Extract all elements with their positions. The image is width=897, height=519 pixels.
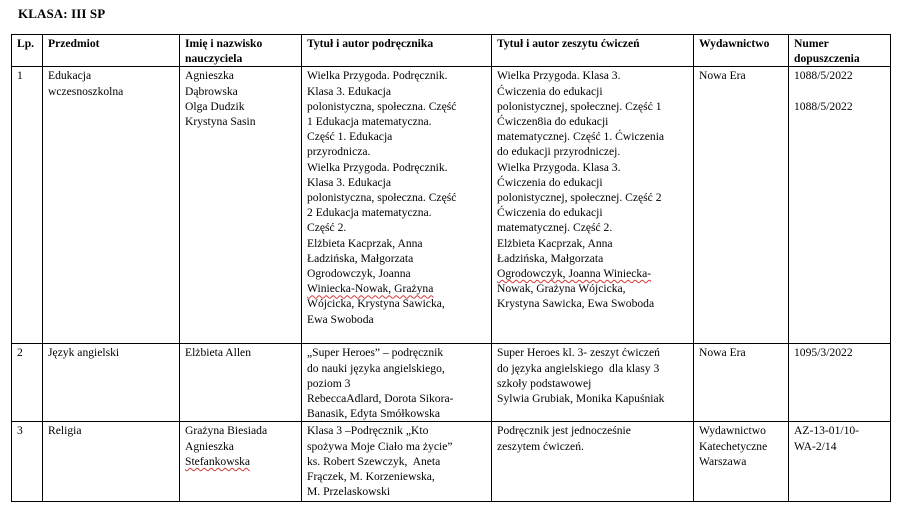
text-line: do edukacji przyrodniczej. xyxy=(497,145,621,159)
text-line: Ćwiczenia do edukacji xyxy=(497,206,603,220)
text-line: 1088/5/2022 xyxy=(794,99,853,113)
text-line: Część 2. xyxy=(307,221,347,235)
cell-approval xyxy=(789,67,891,344)
text-line: szkoły podstawowej xyxy=(497,376,592,390)
text-line: Klasa 3 –Podręcznik „Kto xyxy=(307,424,429,438)
cell-workbook xyxy=(492,67,694,344)
text-line: przyrodnicza. xyxy=(307,145,371,159)
text-line: Elżbieta Allen xyxy=(185,346,251,360)
text-line: polonistycznej, społecznej. Część 2 xyxy=(497,191,662,205)
text-line: Frączek, M. Korzeniewska, xyxy=(307,470,435,484)
table-row xyxy=(12,344,891,422)
header-row xyxy=(12,35,891,67)
text-line: do języka angielskiego dla klasy 3 xyxy=(497,361,660,375)
text-line: Wielka Przygoda. Podręcznik. xyxy=(307,160,448,174)
header-publisher: Wydawnictwo xyxy=(694,35,789,67)
text-line: Wielka Przygoda. Klasa 3. xyxy=(497,160,621,174)
text-line: AZ-13-01/10- xyxy=(794,424,860,438)
text-line: Sylwia Grubiak, Monika Kapuśniak xyxy=(497,392,665,406)
text-line: Ogrodowczyk, Joanna Winiecka- xyxy=(497,267,652,281)
cell-subject xyxy=(43,344,180,422)
text-line: zeszytem ćwiczeń. xyxy=(497,439,584,453)
text-line: Ćwiczen8ia do edukacji xyxy=(497,115,609,129)
textbook-list-table xyxy=(11,34,891,502)
cell-workbook xyxy=(492,422,694,502)
text-line: Elżbieta Kacprzak, Anna xyxy=(497,236,613,250)
text-line: Klasa 3. Edukacja xyxy=(307,175,392,189)
text-line: ks. Robert Szewczyk, Aneta xyxy=(307,454,441,468)
text-line: polonistycznej, społecznej. Część 1 xyxy=(497,99,662,113)
text-line: Elżbieta Kacprzak, Anna xyxy=(307,236,423,250)
header-approval: Numer dopuszczenia xyxy=(789,35,891,67)
header-teacher: Imię i nazwisko nauczyciela xyxy=(180,35,302,67)
cell-teacher xyxy=(180,422,302,502)
text-line: Część 1. Edukacja xyxy=(307,130,393,144)
text-line: 2 Edukacja matematyczna. xyxy=(307,206,432,220)
cell-textbook xyxy=(302,344,492,422)
text-line: Religia xyxy=(48,424,82,438)
header-subject: Przedmiot xyxy=(43,35,180,67)
text-line: poziom 3 xyxy=(307,376,351,390)
table-row xyxy=(12,422,891,502)
text-line: Ewa Swoboda xyxy=(307,312,374,326)
text-line: Warszawa xyxy=(699,454,747,468)
text-line: Dąbrowska xyxy=(185,84,238,98)
cell-textbook xyxy=(302,422,492,502)
cell-publisher xyxy=(694,344,789,422)
cell-teacher xyxy=(180,67,302,344)
text-line: Nowa Era xyxy=(699,346,746,360)
text-line: Język angielski xyxy=(48,346,120,360)
text-line: Agnieszka xyxy=(185,439,234,453)
text-line: 1088/5/2022 xyxy=(794,69,853,83)
text-line: WA-2/14 xyxy=(794,439,837,453)
text-line: polonistyczna, społeczna. Część xyxy=(307,99,457,113)
text-line: Ładzińska, Małgorzata xyxy=(497,251,604,265)
text-line: M. Przelaskowski xyxy=(307,485,391,499)
text-line: Super Heroes kl. 3- zeszyt ćwiczeń xyxy=(497,346,660,360)
text-line: Wielka Przygoda. Podręcznik. xyxy=(307,69,448,83)
text-line: Banasik, Edyta Smółkowska xyxy=(307,407,440,421)
cell-textbook xyxy=(302,67,492,344)
text-line: polonistyczna, społeczna. Część xyxy=(307,191,457,205)
text-line: Wydawnictwo xyxy=(699,424,766,438)
text-line: Olga Dudzik xyxy=(185,99,245,113)
text-line: 1095/3/2022 xyxy=(794,346,853,360)
class-title: KLASA: III SP xyxy=(18,6,106,21)
text-line: matematycznej. Część 1. Ćwiczenia xyxy=(497,130,665,144)
text-line: Wielka Przygoda. Klasa 3. xyxy=(497,69,621,83)
text-line: Katechetyczne xyxy=(699,439,768,453)
cell-teacher xyxy=(180,344,302,422)
text-line: Ogrodowczyk, Joanna xyxy=(307,267,411,281)
text-line: Krystyna Sawicka, Ewa Swoboda xyxy=(497,297,655,311)
cell-workbook xyxy=(492,344,694,422)
text-line: Nowak, Grażyna Wójcicka, xyxy=(497,282,626,296)
table-row xyxy=(12,67,891,344)
text-line: Ćwiczenia do edukacji xyxy=(497,175,603,189)
cell-lp: 2 xyxy=(12,344,43,422)
text-line xyxy=(794,84,887,99)
text-line: Krystyna Sasin xyxy=(185,115,256,129)
cell-subject xyxy=(43,67,180,344)
text-line: Winiecka-Nowak, Grażyna xyxy=(307,282,434,296)
header-lp: Lp. xyxy=(12,35,43,67)
text-line: RebeccaAdlard, Dorota Sikora- xyxy=(307,392,454,406)
cell-lp: 1 xyxy=(12,67,43,344)
cell-approval xyxy=(789,344,891,422)
text-line: matematycznej. Część 2. xyxy=(497,221,613,235)
cell-approval xyxy=(789,422,891,502)
text-line: Edukacja xyxy=(48,69,92,83)
text-line: Nowa Era xyxy=(699,69,746,83)
text-line: Ładzińska, Małgorzata xyxy=(307,251,414,265)
text-line: do nauki języka angielskiego, xyxy=(307,361,445,375)
text-line: spożywa Moje Ciało ma życie” xyxy=(307,439,453,453)
cell-publisher xyxy=(694,67,789,344)
text-line: Wójcicka, Krystyna Sawicka, xyxy=(307,297,445,311)
text-line: Agnieszka xyxy=(185,69,234,83)
text-line: Ćwiczenia do edukacji xyxy=(497,84,603,98)
cell-publisher xyxy=(694,422,789,502)
cell-lp: 3 xyxy=(12,422,43,502)
header-workbook: Tytuł i autor zeszytu ćwiczeń xyxy=(492,35,694,67)
text-line: „Super Heroes” – podręcznik xyxy=(307,346,444,360)
text-line: Stefankowska xyxy=(185,454,251,468)
cell-subject xyxy=(43,422,180,502)
text-line: Podręcznik jest jednocześnie xyxy=(497,424,631,438)
text-line: Grażyna Biesiada xyxy=(185,424,268,438)
text-line: Klasa 3. Edukacja xyxy=(307,84,392,98)
text-line: wczesnoszkolna xyxy=(48,84,124,98)
text-line: 1 Edukacja matematyczna. xyxy=(307,115,432,129)
header-textbook: Tytuł i autor podręcznika xyxy=(302,35,492,67)
